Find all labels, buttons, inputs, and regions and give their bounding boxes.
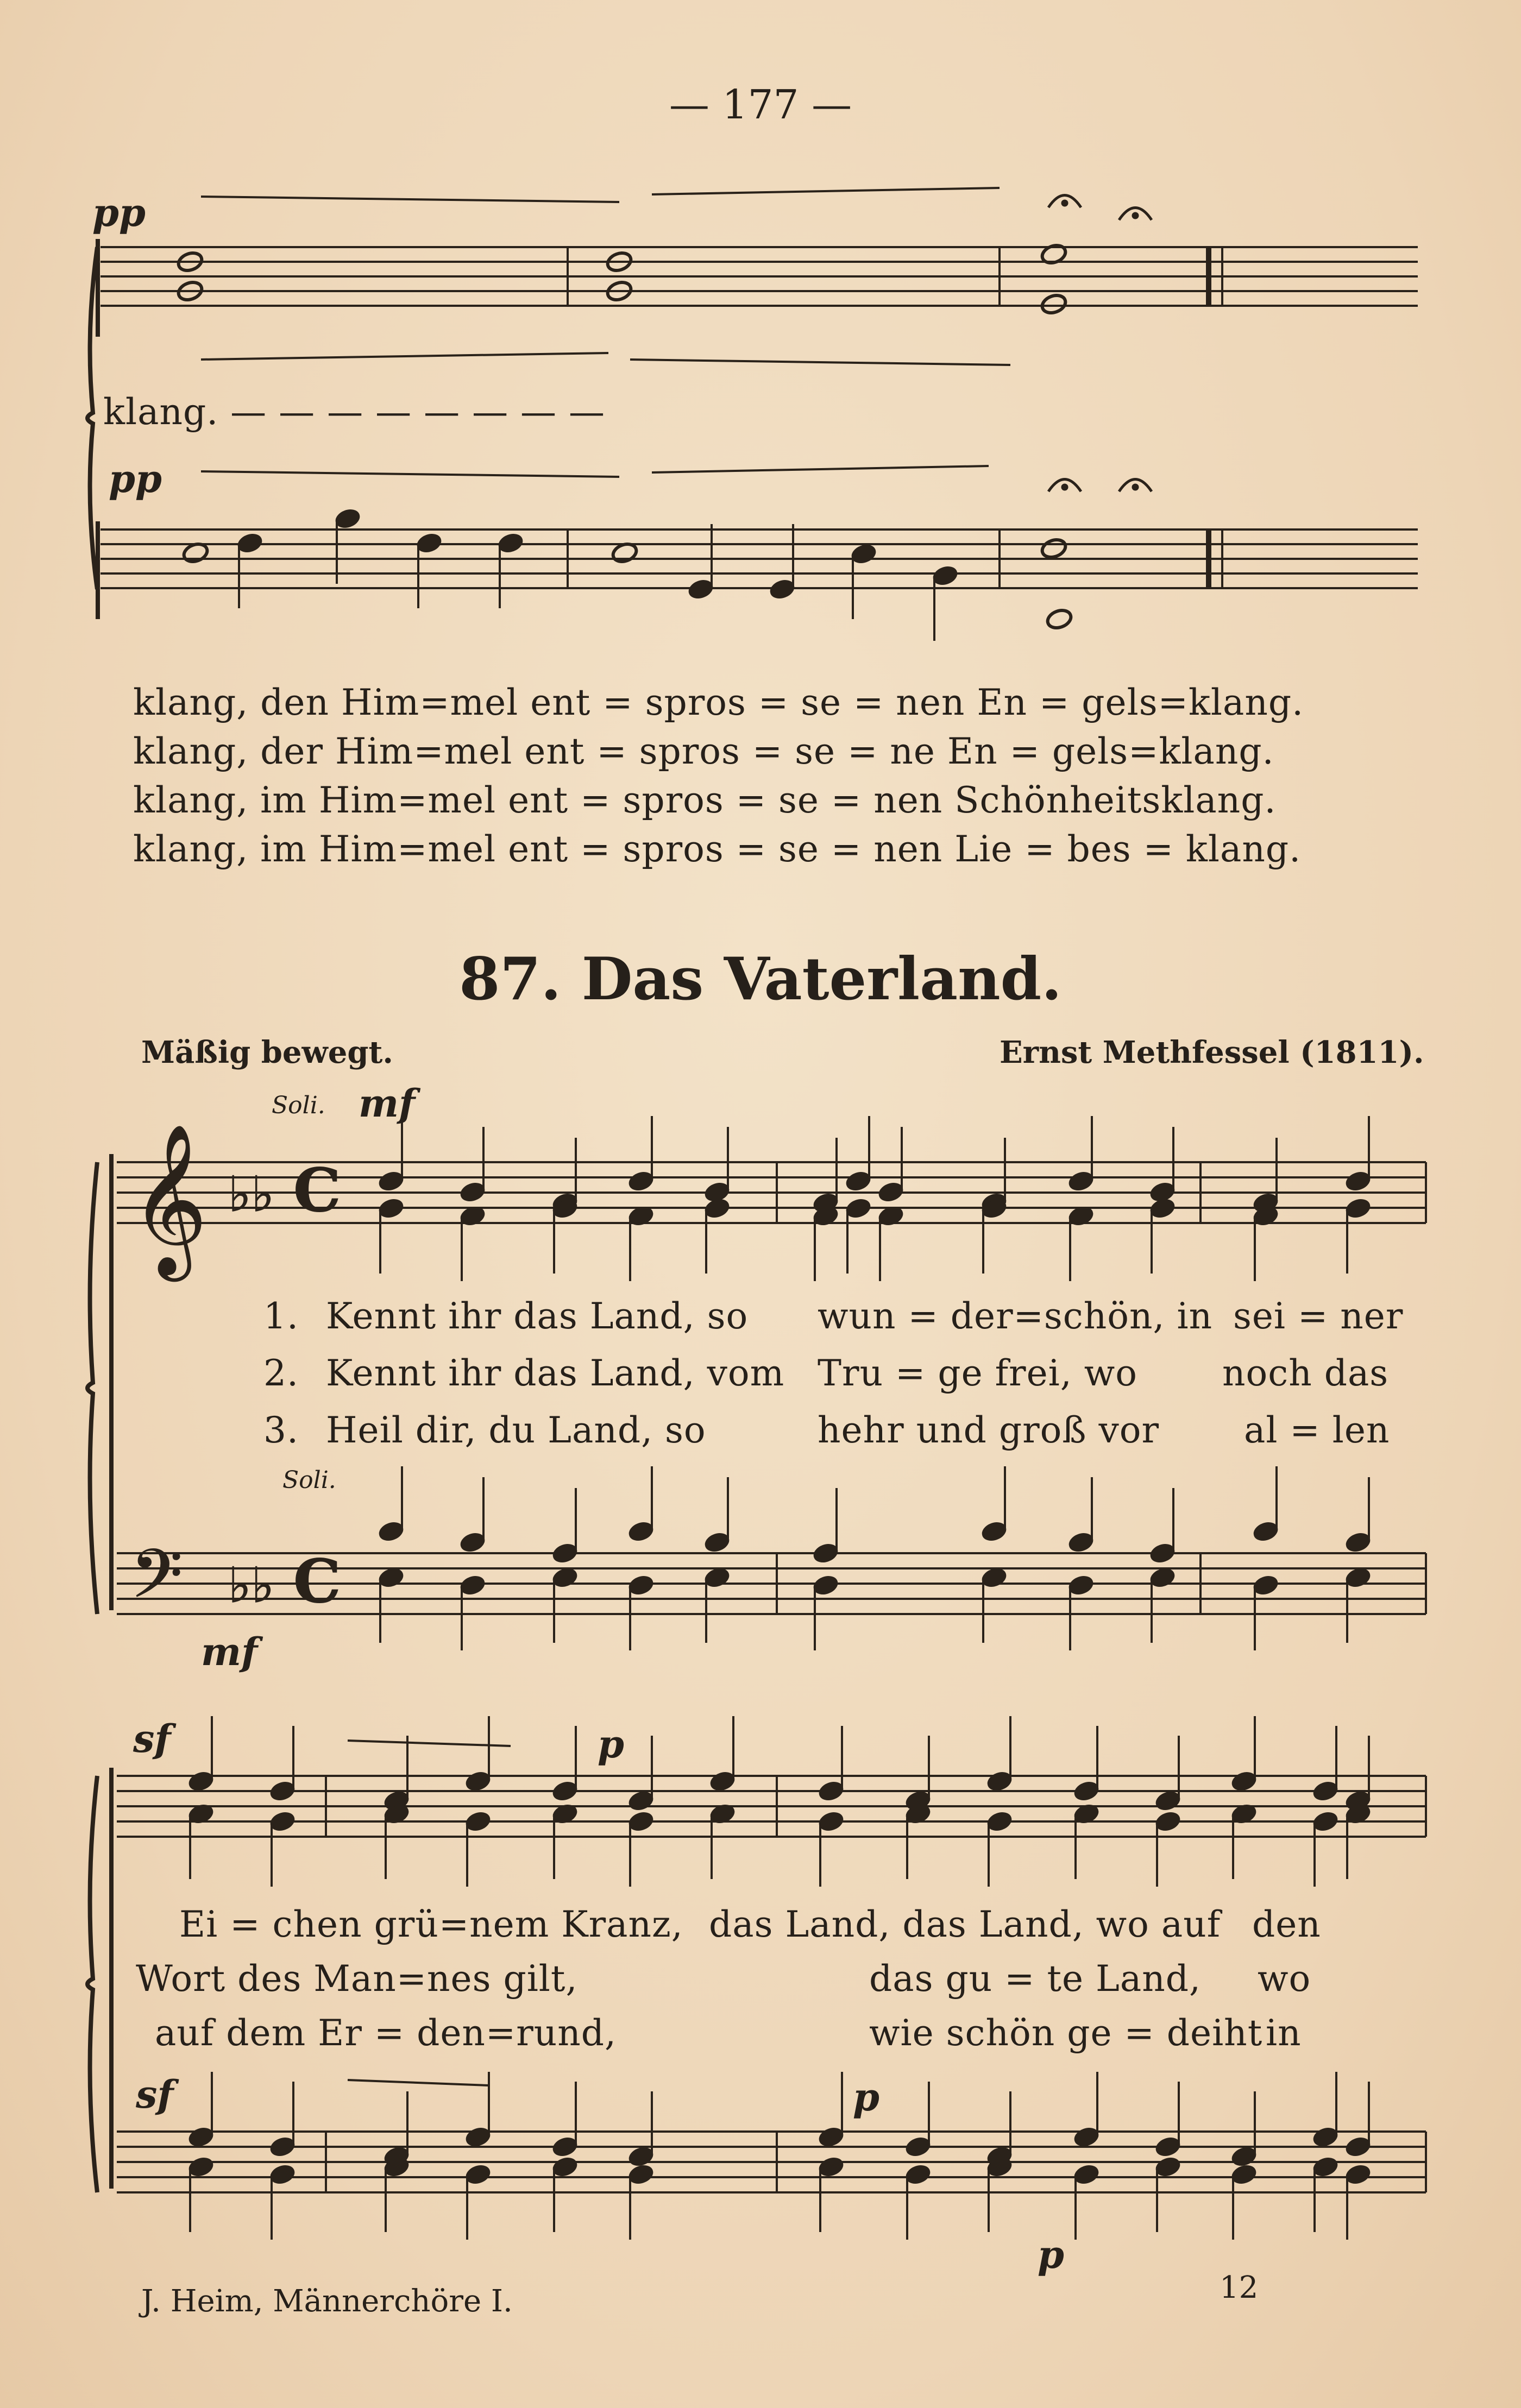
dynamic-mf-upper: mf: [359, 1081, 416, 1126]
verse-number-3: 3.: [263, 1409, 299, 1451]
s1-v3-b: hehr und groß vor: [818, 1409, 1160, 1451]
s2-v3-a: auf dem Er = den=rund,: [155, 2012, 617, 2054]
soli-lower: Soli.: [282, 1466, 336, 1494]
signature-number: 12: [1220, 2270, 1259, 2305]
lyric-line-1: klang, den Him=mel ent = spros = se = nen En = gels=klang.: [133, 682, 1304, 723]
treble-clef: 𝄞: [130, 1123, 208, 1275]
s1-v1-b: wun = der=schön, in: [818, 1295, 1213, 1337]
fermata-dot: [1061, 200, 1068, 206]
system-brace: [87, 1162, 97, 1614]
hairpin-line: [201, 353, 608, 360]
soli-upper: Soli.: [272, 1092, 325, 1119]
s2-v1-c: den: [1252, 1903, 1321, 1945]
fermata-dot: [1061, 484, 1068, 490]
lyric-line-4: klang, im Him=mel ent = spros = se = nen Lie = bes = klang.: [133, 828, 1302, 870]
dynamic-pp-lower: pp: [109, 456, 162, 501]
verse-number-1: 1.: [263, 1295, 299, 1337]
system-brace: [87, 1776, 97, 2192]
s2-v2-a: Wort des Man=nes gilt,: [136, 1958, 578, 2000]
bass-clef: 𝄢: [130, 1535, 183, 1630]
note-head: [1045, 607, 1073, 631]
hairpin-line: [348, 2080, 489, 2085]
s2-v3-c: in: [1266, 2012, 1302, 2054]
time-signature: C: [293, 1546, 341, 1616]
upper-staff-text: klang. — — — — — — — —: [103, 391, 606, 433]
lyric-line-3: klang, im Him=mel ent = spros = se = nen Schönheitsklang.: [133, 779, 1277, 821]
dynamic-p-lower-1: p: [853, 2075, 879, 2120]
dynamic-sf-lower: sf: [136, 2072, 174, 2117]
hairpin-line: [652, 188, 1000, 194]
verse-number-2: 2.: [263, 1352, 299, 1394]
note-head: [1040, 292, 1068, 316]
lyric-line-2: klang, der Him=mel ent = spros = se = ne En = gels=klang.: [133, 730, 1274, 772]
hairpin-line: [201, 197, 619, 202]
composer: Ernst Methfessel (1811).: [1000, 1035, 1424, 1070]
tempo-marking: Mäßig bewegt.: [141, 1035, 393, 1070]
flat-signs: ♭♭: [228, 1557, 274, 1614]
dynamic-pp-upper: pp: [92, 190, 146, 235]
s1-v3-a: Heil dir, du Land, so: [326, 1409, 706, 1451]
hairpin-line: [348, 1741, 511, 1746]
s2-v3-b: wie schön ge = deiht: [869, 2012, 1263, 2054]
dynamic-sf-upper: sf: [133, 1716, 171, 1761]
hairpin-line: [630, 360, 1010, 365]
time-signature: C: [293, 1155, 341, 1225]
hairpin-line: [652, 466, 989, 472]
s2-v1-a: Ei = chen grü=nem Kranz,: [179, 1903, 683, 1945]
s2-v2-c: wo: [1258, 1958, 1311, 2000]
hairpin-line: [201, 471, 619, 477]
s1-v2-a: Kennt ihr das Land, vom: [326, 1352, 785, 1394]
s1-v1-a: Kennt ihr das Land, so: [326, 1295, 749, 1337]
dynamic-p-lower-2: p: [1038, 2232, 1064, 2277]
s1-v2-b: Tru = ge frei, wo: [818, 1352, 1137, 1394]
publisher-footer: J. Heim, Männerchöre I.: [141, 2284, 513, 2319]
s1-v1-c: sei = ner: [1233, 1295, 1404, 1337]
note-head: [1040, 537, 1068, 560]
fermata-dot: [1132, 212, 1139, 219]
dynamic-mf-lower: mf: [201, 1629, 258, 1674]
page-number: — 177 —: [669, 81, 852, 128]
s1-v2-c: noch das: [1222, 1352, 1389, 1394]
fermata-dot: [1132, 484, 1139, 490]
s2-v2-b: das gu = te Land,: [869, 1958, 1201, 2000]
s1-v3-c: al = len: [1244, 1409, 1390, 1451]
s2-v1-b: das Land, das Land, wo auf: [709, 1903, 1221, 1945]
dynamic-p-upper: p: [598, 1722, 624, 1767]
flat-signs: ♭♭: [228, 1166, 274, 1223]
song-title: 87. Das Vaterland.: [459, 945, 1062, 1013]
